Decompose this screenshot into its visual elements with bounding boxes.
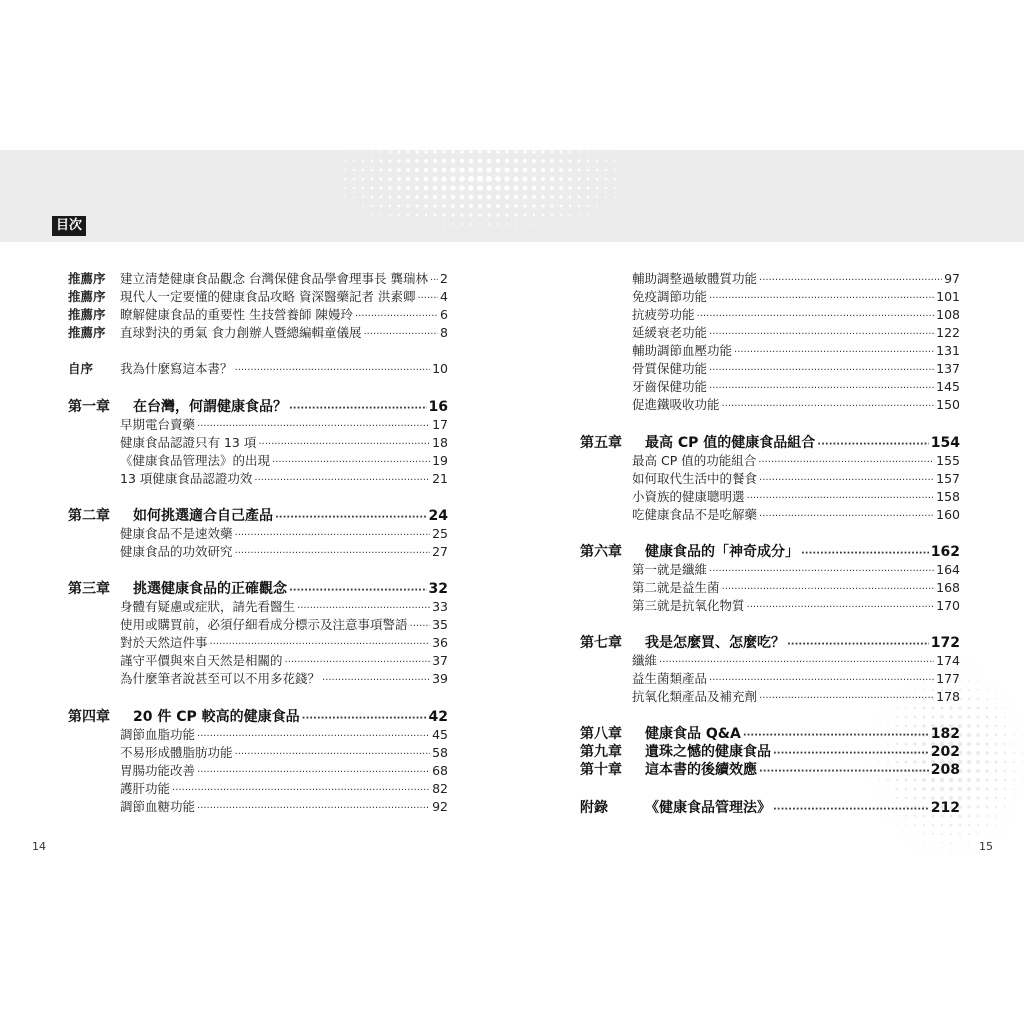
leader-dots	[759, 470, 934, 490]
leader-dots	[817, 434, 928, 454]
toc-section-entry	[68, 616, 448, 634]
leader-dots	[709, 288, 934, 308]
toc-entry-title: 小資族的健康聰明選	[632, 489, 745, 504]
toc-entry-label: 第五章	[580, 435, 622, 451]
toc-entry-page: 150	[936, 397, 960, 412]
toc-section-entry	[68, 634, 448, 652]
toc-entry-title: 第一就是纖維	[632, 562, 708, 577]
toc-section-entry	[580, 597, 960, 615]
leader-dots	[722, 579, 935, 599]
toc-entry-page: 208	[930, 762, 960, 778]
toc-entry-title: 遺珠之憾的健康食品	[645, 744, 771, 760]
leader-dots	[709, 378, 934, 398]
leader-dots	[254, 470, 430, 490]
toc-entry-page: 10	[432, 361, 448, 376]
toc-chapter-entry	[68, 580, 448, 598]
leader-dots	[235, 360, 431, 380]
toc-entry-page: 2	[440, 271, 448, 286]
toc-section-entry	[580, 324, 960, 342]
toc-entry-title: 最高 CP 值的功能組合	[632, 453, 757, 468]
toc-section-entry	[580, 396, 960, 414]
toc-section-entry	[68, 434, 448, 452]
toc-section-entry	[68, 726, 448, 744]
toc-entry-label: 第九章	[580, 744, 622, 760]
toc-entry-title: 第二就是益生菌	[632, 580, 720, 595]
toc-section-entry	[68, 452, 448, 470]
leader-dots	[709, 324, 934, 344]
toc-entry-page: 158	[936, 489, 960, 504]
toc-entry-title: 挑選健康食品的正確觀念	[133, 581, 287, 597]
toc-entry-page: 174	[936, 653, 960, 668]
toc-chapter-entry	[580, 799, 960, 817]
toc-section-entry	[580, 579, 960, 597]
leader-dots	[801, 543, 929, 563]
toc-section-entry	[580, 360, 960, 378]
toc-section-entry	[68, 543, 448, 561]
leader-dots	[289, 398, 427, 418]
leader-dots	[430, 270, 438, 290]
toc-entry-title: 建立清楚健康食品觀念 台灣保健食品學會理事長 龔瑞林	[120, 271, 428, 286]
leader-dots	[322, 670, 430, 690]
toc-section-entry	[580, 688, 960, 706]
toc-chapter-entry	[580, 743, 960, 761]
toc-entry-title: 如何挑選適合自己產品	[133, 508, 273, 524]
leader-dots	[355, 306, 438, 326]
toc-entry-label: 自序	[68, 361, 94, 376]
leader-dots	[417, 288, 438, 308]
toc-entry-page: 182	[930, 726, 960, 742]
leader-dots	[235, 543, 431, 563]
toc-preface-entry	[68, 360, 448, 378]
toc-entry-page: 33	[432, 599, 448, 614]
leader-dots	[172, 780, 430, 800]
toc-entry-title: 如何取代生活中的餐食	[632, 471, 758, 486]
toc-entry-label: 第七章	[580, 635, 622, 651]
toc-entry-label: 第十章	[580, 762, 622, 778]
toc-entry-title: 調節血脂功能	[120, 727, 196, 742]
toc-section-entry	[68, 470, 448, 488]
toc-chapter-entry	[68, 507, 448, 525]
toc-entry-title: 纖維	[632, 653, 658, 668]
toc-entry-page: 18	[432, 435, 448, 450]
toc-entry-page: 108	[936, 307, 960, 322]
toc-entry-title: 《健康食品管理法》	[645, 800, 771, 816]
leader-dots	[258, 434, 430, 454]
toc-section-entry	[580, 378, 960, 396]
toc-entry-label: 第八章	[580, 726, 622, 742]
toc-entry-title: 20 件 CP 較高的健康食品	[133, 709, 300, 725]
toc-section-entry	[580, 306, 960, 324]
toc-entry-label: 附錄	[580, 800, 608, 816]
toc-entry-title: 使用或購買前，必須仔細看成分標示及注意事項警語	[120, 617, 408, 632]
toc-entry-page: 131	[936, 343, 960, 358]
leader-dots	[773, 799, 929, 819]
toc-heading: 目次	[52, 216, 86, 236]
toc-entry-page: 17	[432, 417, 448, 432]
toc-entry-title: 在台灣，何謂健康食品？	[133, 399, 287, 415]
leader-dots	[197, 762, 430, 782]
toc-section-entry	[68, 652, 448, 670]
leader-dots	[759, 506, 934, 526]
toc-section-entry	[580, 342, 960, 360]
leader-dots	[410, 616, 431, 636]
toc-section-entry	[580, 670, 960, 688]
toc-entry-page: 160	[936, 507, 960, 522]
toc-section-entry	[580, 288, 960, 306]
toc-entry-page: 16	[428, 399, 448, 415]
leader-dots	[363, 324, 438, 344]
toc-entry-title: 胃腸功能改善	[120, 763, 196, 778]
toc-entry-label: 推薦序	[68, 289, 106, 304]
toc-entry-page: 137	[936, 361, 960, 376]
page-number-left: 14	[32, 840, 46, 853]
toc-entry-page: 145	[936, 379, 960, 394]
toc-entry-label: 推薦序	[68, 271, 106, 286]
toc-entry-page: 101	[936, 289, 960, 304]
toc-entry-title: 免疫調節功能	[632, 289, 708, 304]
toc-entry-page: 8	[440, 325, 448, 340]
toc-entry-title: 輔助調整過敏體質功能	[632, 271, 758, 286]
toc-entry-title: 為什麼筆者說甚至可以不用多花錢？	[120, 671, 321, 686]
toc-preface-entry	[68, 306, 448, 324]
leader-dots	[787, 634, 929, 654]
toc-entry-page: 122	[936, 325, 960, 340]
toc-entry-page: 97	[944, 271, 960, 286]
toc-entry-title: 輔助調節血壓功能	[632, 343, 733, 358]
leader-dots	[758, 452, 934, 472]
toc-section-entry	[580, 488, 960, 506]
toc-entry-page: 82	[432, 781, 448, 796]
toc-section-entry	[580, 452, 960, 470]
toc-entry-title: 我是怎麼買、怎麼吃？	[645, 635, 785, 651]
toc-section-entry	[580, 561, 960, 579]
toc-entry-title: 健康食品不是速效藥	[120, 526, 233, 541]
leader-dots	[747, 488, 935, 508]
leader-dots	[235, 744, 431, 764]
leader-dots	[773, 743, 929, 763]
toc-entry-title: 護肝功能	[120, 781, 171, 796]
toc-entry-page: 170	[936, 598, 960, 613]
toc-entry-page: 155	[936, 453, 960, 468]
toc-section-entry	[580, 470, 960, 488]
toc-entry-page: 172	[930, 635, 960, 651]
toc-section-entry	[68, 598, 448, 616]
toc-entry-title: 這本書的後續效應	[645, 762, 757, 778]
leader-dots	[659, 652, 934, 672]
toc-entry-page: 37	[432, 653, 448, 668]
toc-entry-title: 骨質保健功能	[632, 361, 708, 376]
toc-section-entry	[68, 670, 448, 688]
toc-entry-title: 最高 CP 值的健康食品組合	[645, 435, 816, 451]
toc-entry-page: 6	[440, 307, 448, 322]
toc-entry-label: 第二章	[68, 508, 110, 524]
toc-entry-title: 身體有疑慮或症狀，請先看醫生	[120, 599, 296, 614]
leader-dots	[759, 270, 942, 290]
toc-chapter-entry	[580, 634, 960, 652]
leader-dots	[197, 416, 430, 436]
toc-entry-title: 早期電台賣藥	[120, 417, 196, 432]
toc-entry-page: 25	[432, 526, 448, 541]
halftone-decoration	[0, 150, 1024, 242]
toc-preface-entry	[68, 270, 448, 288]
toc-chapter-entry	[68, 708, 448, 726]
toc-entry-label: 第一章	[68, 399, 110, 415]
toc-section-entry	[580, 270, 960, 288]
toc-entry-title: 延緩衰老功能	[632, 325, 708, 340]
toc-preface-entry	[68, 288, 448, 306]
leader-dots	[289, 580, 427, 600]
toc-entry-title: 抗疲勞功能	[632, 307, 695, 322]
toc-entry-title: 不易形成體脂肪功能	[120, 745, 233, 760]
toc-entry-label: 第四章	[68, 709, 110, 725]
toc-section-entry	[68, 744, 448, 762]
leader-dots	[759, 688, 934, 708]
toc-section-entry	[68, 798, 448, 816]
toc-section-entry	[580, 506, 960, 524]
toc-entry-page: 154	[930, 435, 960, 451]
toc-chapter-entry	[580, 725, 960, 743]
toc-section-entry	[580, 652, 960, 670]
page-number-right: 15	[979, 840, 993, 853]
toc-entry-label: 推薦序	[68, 307, 106, 322]
leader-dots	[734, 342, 934, 362]
toc-entry-page: 45	[432, 727, 448, 742]
leader-dots	[235, 525, 431, 545]
leader-dots	[210, 634, 431, 654]
toc-entry-title: 謹守平價與來自天然是相關的	[120, 653, 283, 668]
toc-entry-label: 第三章	[68, 581, 110, 597]
toc-entry-page: 164	[936, 562, 960, 577]
toc-entry-page: 92	[432, 799, 448, 814]
toc-entry-page: 178	[936, 689, 960, 704]
toc-entry-title: 第三就是抗氧化物質	[632, 598, 745, 613]
toc-entry-title: 瞭解健康食品的重要性 生技營養師 陳嫚玲	[120, 307, 353, 322]
toc-entry-title: 抗氧化類產品及補充劑	[632, 689, 758, 704]
leader-dots	[197, 726, 430, 746]
toc-section-entry	[68, 762, 448, 780]
leader-dots	[722, 396, 935, 416]
toc-entry-page: 212	[930, 800, 960, 816]
toc-entry-page: 157	[936, 471, 960, 486]
toc-entry-title: 《健康食品管理法》的出現	[120, 453, 271, 468]
toc-entry-page: 162	[930, 544, 960, 560]
toc-entry-label: 第六章	[580, 544, 622, 560]
toc-entry-page: 35	[432, 617, 448, 632]
leader-dots	[197, 798, 430, 818]
toc-entry-title: 牙齒保健功能	[632, 379, 708, 394]
leader-dots	[743, 725, 929, 745]
toc-entry-title: 調節血糖功能	[120, 799, 196, 814]
toc-entry-page: 68	[432, 763, 448, 778]
leader-dots	[697, 306, 935, 326]
leader-dots	[285, 652, 431, 672]
toc-entry-page: 42	[428, 709, 448, 725]
toc-entry-title: 促進鐵吸收功能	[632, 397, 720, 412]
toc-entry-page: 32	[428, 581, 448, 597]
toc-entry-title: 益生菌類產品	[632, 671, 708, 686]
toc-section-entry	[68, 525, 448, 543]
leader-dots	[275, 507, 427, 527]
leader-dots	[747, 597, 935, 617]
leader-dots	[709, 561, 934, 581]
leader-dots	[302, 708, 427, 728]
toc-chapter-entry	[580, 761, 960, 779]
toc-entry-title: 13 項健康食品認證功效	[120, 471, 253, 486]
toc-entry-title: 吃健康食品不是吃解藥	[632, 507, 758, 522]
toc-entry-page: 58	[432, 745, 448, 760]
toc-entry-title: 健康食品的功效研究	[120, 544, 233, 559]
toc-entry-page: 168	[936, 580, 960, 595]
leader-dots	[759, 761, 929, 781]
toc-entry-page: 177	[936, 671, 960, 686]
toc-entry-page: 36	[432, 635, 448, 650]
toc-entry-page: 39	[432, 671, 448, 686]
toc-preface-entry	[68, 324, 448, 342]
leader-dots	[297, 598, 430, 618]
toc-entry-page: 21	[432, 471, 448, 486]
toc-entry-title: 直球對決的勇氣 食力創辦人暨總編輯童儀展	[120, 325, 362, 340]
toc-chapter-entry	[580, 434, 960, 452]
toc-section-entry	[68, 780, 448, 798]
toc-entry-page: 24	[428, 508, 448, 524]
toc-entry-title: 我為什麼寫這本書？	[120, 361, 233, 376]
leader-dots	[709, 670, 934, 690]
toc-entry-title: 對於天然這件事	[120, 635, 208, 650]
toc-entry-label: 推薦序	[68, 325, 106, 340]
leader-dots	[709, 360, 934, 380]
toc-entry-page: 4	[440, 289, 448, 304]
toc-entry-title: 現代人一定要懂的健康食品攻略 資深醫藥記者 洪素卿	[120, 289, 416, 304]
toc-entry-title: 健康食品認證只有 13 項	[120, 435, 257, 450]
toc-entry-title: 健康食品 Q&A	[645, 726, 741, 742]
toc-section-entry	[68, 416, 448, 434]
toc-entry-page: 27	[432, 544, 448, 559]
toc-entry-page: 19	[432, 453, 448, 468]
toc-entry-title: 健康食品的「神奇成分」	[645, 544, 799, 560]
toc-entry-page: 202	[930, 744, 960, 760]
toc-chapter-entry	[580, 543, 960, 561]
leader-dots	[272, 452, 430, 472]
toc-chapter-entry	[68, 398, 448, 416]
